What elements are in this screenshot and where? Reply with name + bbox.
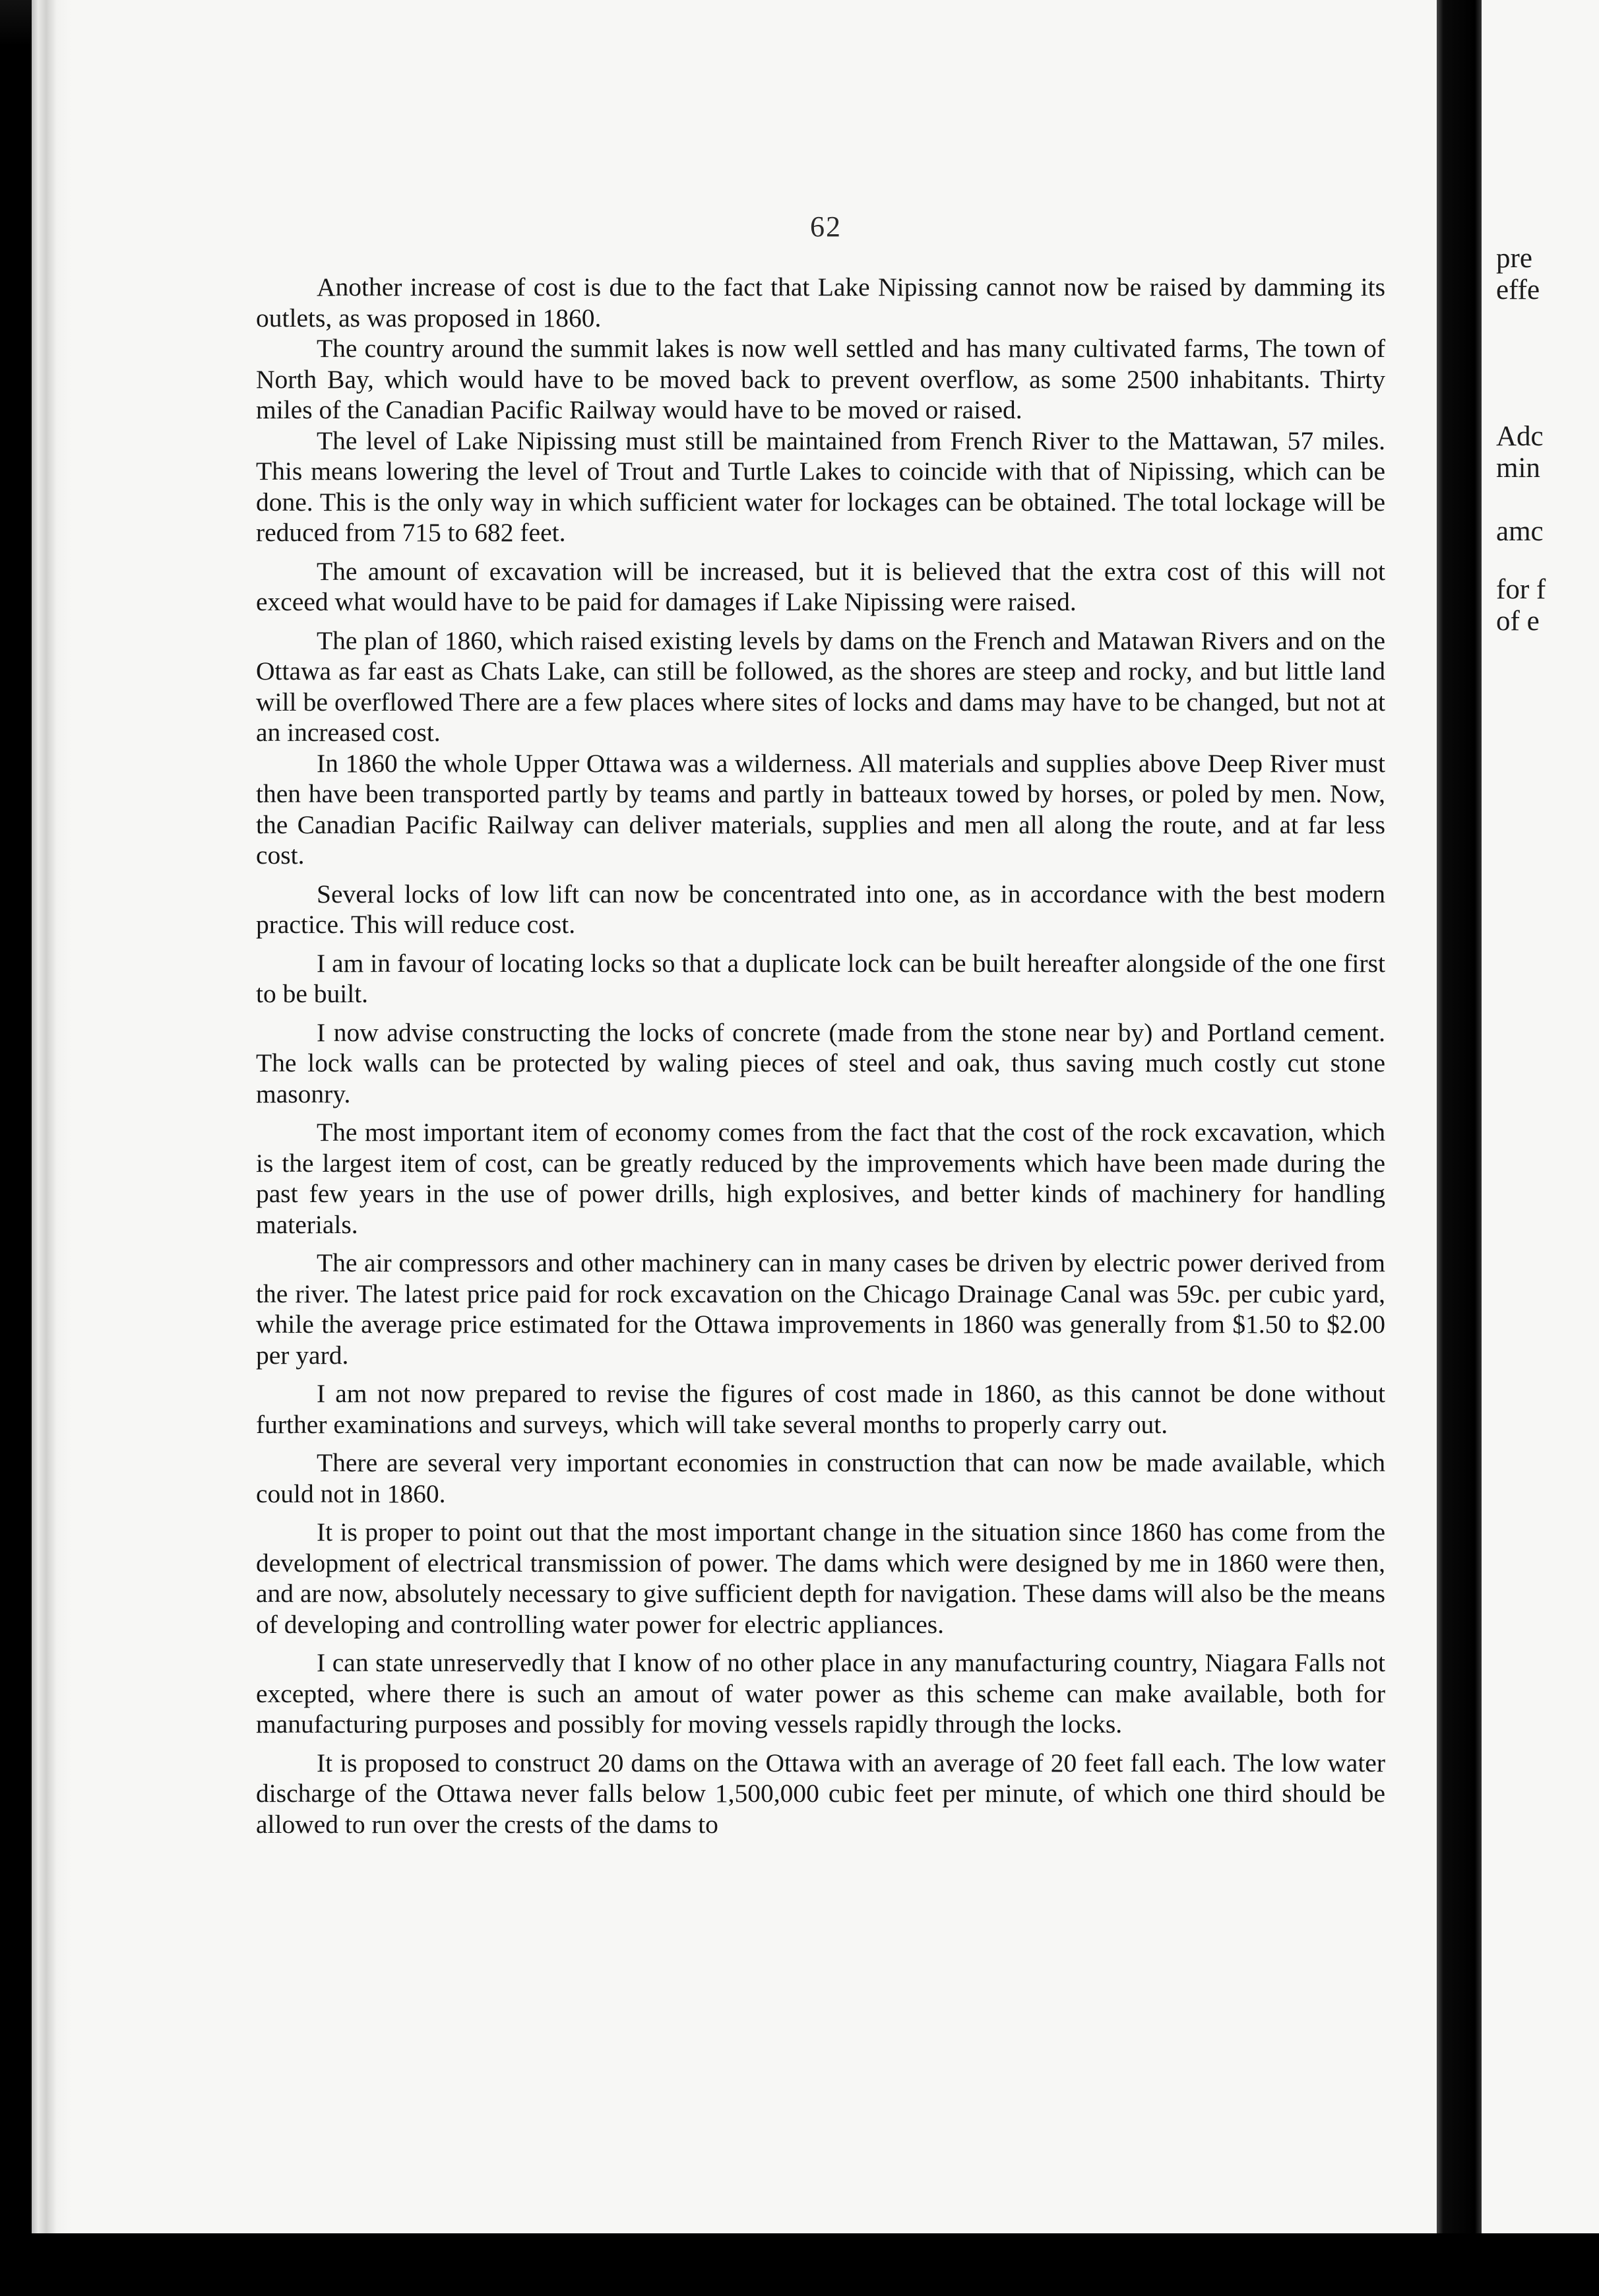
- paragraph-12: I am not now prepared to revise the figures of cost made in 1860, as this cannot be done without further examinations and surveys, which will take several months to properly carry out.: [256, 1379, 1385, 1439]
- body-text: [256, 272, 1385, 1839]
- document-page: [32, 0, 1467, 2233]
- page-gutter-shadow: [32, 0, 71, 2233]
- paragraph-8: I am in favour of locating locks so that a duplicate lock can be built hereafter alongside of the one first to be built.: [256, 948, 1385, 1008]
- facing-line-1: pre: [1496, 243, 1532, 274]
- paragraph-11: The air compressors and other machinery can in many cases be driven by electric power derived from the river. The latest price paid for rock excavation on the Chicago Drainage Canal was 59c. per cubic yard, while the average price estimated for the Ottawa improvements in 1860 was generally from $1.50 to $2.00 per yard.: [256, 1248, 1385, 1370]
- paragraph-13: There are several very important economies in construction that can now be made available, which could not in 1860.: [256, 1448, 1385, 1508]
- facing-page: [1482, 0, 1599, 2233]
- paragraph-3: The level of Lake Nipissing must still be maintained from French River to the Mattawan, 57 miles. This means lowering the level of Trout and Turtle Lakes to coincide with that of Nipissing, which can be done. This is the only way in which sufficient water for lockages can be obtained. The total lockage will be reduced from 715 to 682 feet.: [256, 426, 1385, 547]
- facing-line-5: amc: [1496, 516, 1544, 547]
- facing-line-2: effe: [1496, 274, 1540, 305]
- page-number: 62: [810, 210, 842, 243]
- paragraph-14: It is proper to point out that the most important change in the situation since 1860 has come from the development of electrical transmission of power. The dams which were designed by me in 1860 were then, and are now, absolutely necessary to give sufficient depth for navigation. These dams will also be the means of developing and controlling water power for electric appliances.: [256, 1517, 1385, 1639]
- paragraph-5: The plan of 1860, which raised existing levels by dams on the French and Matawan Rivers and on the Ottawa as far east as Chats Lake, can still be followed, as the shores are steep and rocky, and but little land will be overflowed There are a few places where sites of locks and dams may have to be changed, but not at an increased cost.: [256, 625, 1385, 747]
- facing-line-3: Adc: [1496, 421, 1544, 452]
- paragraph-7: Several locks of low lift can now be concentrated into one, as in accordance with the best modern practice. This will reduce cost.: [256, 879, 1385, 939]
- facing-line-6: for f: [1496, 574, 1546, 605]
- paragraph-9: I now advise constructing the locks of concrete (made from the stone near by) and Portland cement. The lock walls can be protected by waling pieces of steel and oak, thus saving much costly cut stone masonry.: [256, 1017, 1385, 1108]
- paragraph-10: The most important item of economy comes from the fact that the cost of the rock excavation, which is the largest item of cost, can be greatly reduced by the improvements which have been made during the past few years in the use of power drills, high explosives, and better kinds of machinery for handling materials.: [256, 1118, 1385, 1239]
- paragraph-15: I can state unreservedly that I know of no other place in any manufacturing country, Niagara Falls not excepted, where there is such an amout of water power as this scheme can make available, both for manufacturing purposes and possibly for moving vessels rapidly through the locks.: [256, 1648, 1385, 1738]
- paragraph-16: It is proposed to construct 20 dams on the Ottawa with an average of 20 feet fall each. The low water discharge of the Ottawa never falls below 1,500,000 cubic feet per minute, of which one third should be allowed to run over the crests of the dams to: [256, 1748, 1385, 1839]
- scan-border-bottom: [0, 2233, 1599, 2296]
- paragraph-6: In 1860 the whole Upper Ottawa was a wilderness. All materials and supplies above Deep River must then have been transported partly by teams and partly in batteaux towed by horses, or poled by men. Now, the Canadian Pacific Railway can deliver materials, supplies and men all along the route, and at far less cost.: [256, 748, 1385, 870]
- facing-line-7: of e: [1496, 606, 1540, 637]
- paragraph-2: The country around the summit lakes is now well settled and has many cultivated farms, The town of North Bay, which would have to be moved back to prevent overflow, as some 2500 inhabitants. Thirty miles of the Canadian Pacific Railway would have to be moved or raised.: [256, 334, 1385, 424]
- facing-line-4: min: [1496, 453, 1540, 484]
- book-spine: [1437, 0, 1482, 2233]
- paragraph-1: Another increase of cost is due to the fact that Lake Nipissing cannot now be raised by damming its outlets, as was proposed in 1860.: [256, 272, 1385, 333]
- paragraph-4: The amount of excavation will be increased, but it is believed that the extra cost of this will not exceed what would have to be paid for damages if Lake Nipissing were raised.: [256, 556, 1385, 616]
